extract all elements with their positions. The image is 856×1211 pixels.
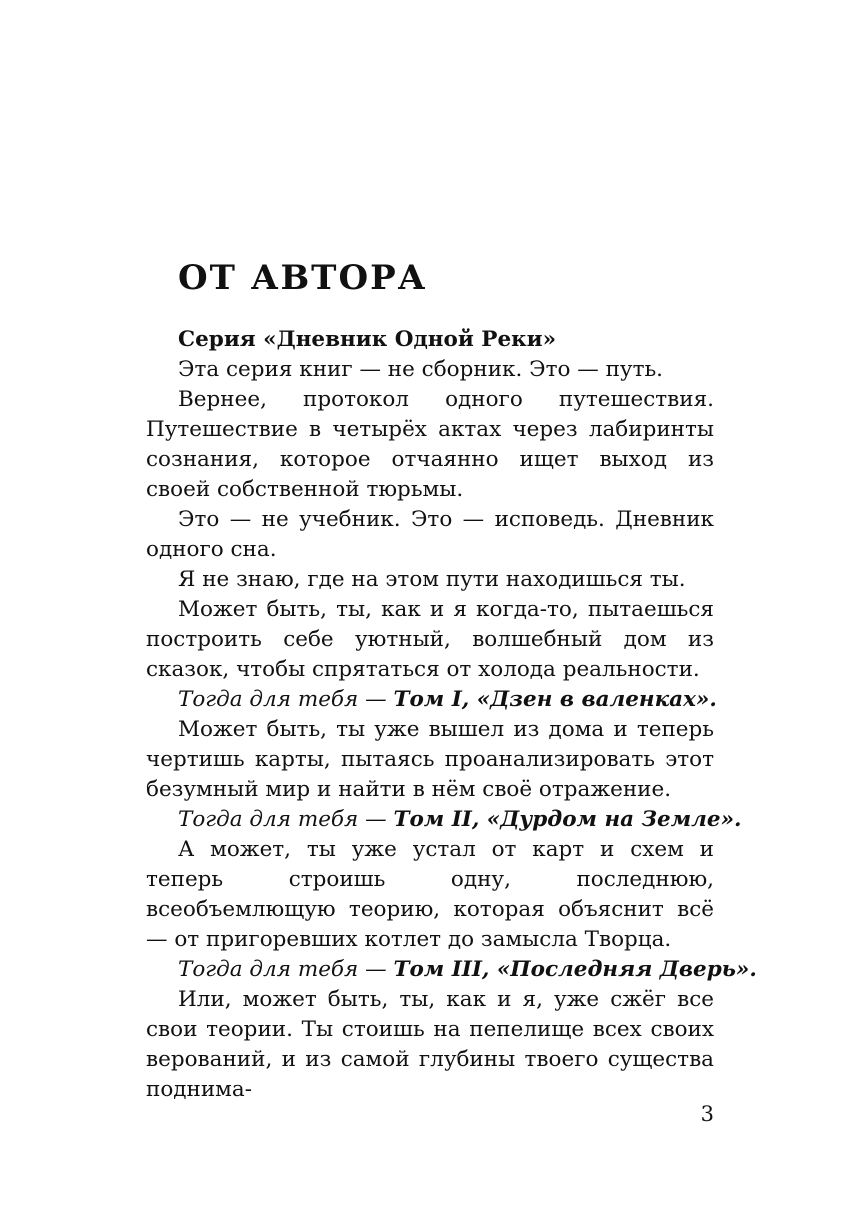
volume-title: Том II, «Дурдом на Земле». bbox=[393, 807, 742, 832]
volume-lead: Тогда для тебя — bbox=[178, 807, 394, 832]
volume-title: Том I, «Дзен в валенках». bbox=[393, 687, 717, 712]
book-page bbox=[146, 0, 757, 1211]
page-number: 3 bbox=[700, 1102, 714, 1126]
paragraph: Это — не учебник. Это — исповедь. Дневник одного сна. bbox=[146, 507, 714, 562]
volume-reference bbox=[146, 805, 742, 835]
body-text bbox=[146, 325, 757, 1105]
volume-reference bbox=[146, 685, 717, 715]
paragraph: Эта серия книг — не сборник. Это — путь. bbox=[178, 357, 663, 382]
volume-lead: Тогда для тебя — bbox=[178, 957, 394, 982]
paragraph: Может быть, ты, как и я когда-то, пытаешься построить себе уютный, волшебный дом из сказок, чтобы спрятаться от холода реальности. bbox=[146, 597, 714, 682]
paragraph: Или, может быть, ты, как и я, уже сжёг все свои теории. Ты стоишь на пепелище всех своих верований, и из самой глубины твоего существа поднима- bbox=[146, 987, 714, 1102]
series-heading: Серия «Дневник Одной Реки» bbox=[178, 327, 557, 352]
paragraph: Может быть, ты уже вышел из дома и теперь чертишь карты, пытаясь проанализировать этот безумный мир и найти в нём своё отражение. bbox=[146, 717, 714, 802]
paragraph: Я не знаю, где на этом пути находишься ты. bbox=[178, 567, 686, 592]
paragraph: А может, ты уже устал от карт и схем и теперь строишь одну, последнюю, всеобъемлющую теорию, которая объяснит всё — от пригоревших котлет до замысла Творца. bbox=[146, 837, 714, 952]
volume-reference bbox=[146, 955, 757, 985]
volume-title: Том III, «Последняя Дверь». bbox=[393, 957, 757, 982]
volume-lead: Тогда для тебя — bbox=[178, 687, 394, 712]
chapter-title: ОТ АВТОРА bbox=[178, 258, 428, 298]
paragraph: Вернее, протокол одного путешествия. Путешествие в четырёх актах через лабиринты сознания, которое отчаянно ищет выход из своей собственной тюрьмы. bbox=[146, 387, 714, 502]
